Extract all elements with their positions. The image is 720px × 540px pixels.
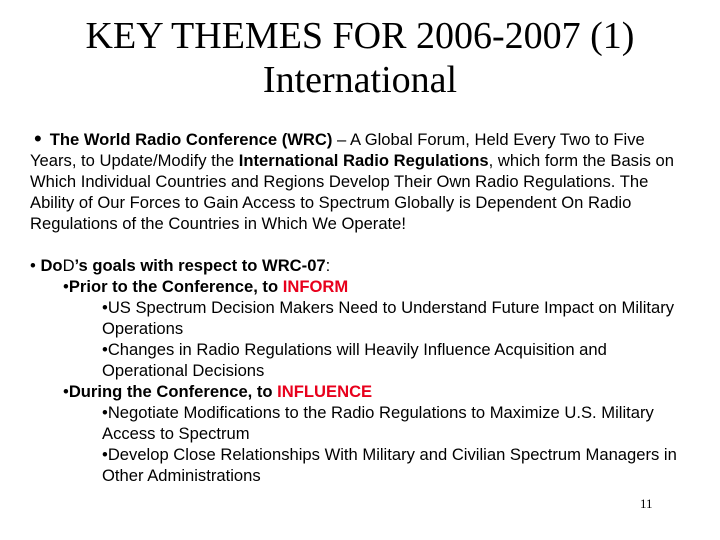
prior-heading: [30, 276, 690, 297]
bullet-icon: •: [63, 277, 69, 296]
goals-heading: [30, 255, 690, 276]
wrc-rest: , which form the Basis on Which Individual Countries and Regions Develop Their Own Radio Regulations. The Ability of Our Forces to Gain Access to Spectrum Globally is Dependent On Radio Regulations of the Countries in Which We Operate!: [30, 151, 675, 233]
prior-item-text: US Spectrum Decision Makers Need to Understand Future Impact on Military Operations: [102, 298, 675, 338]
during-item-text: Develop Close Relationships With Military and Civilian Spectrum Managers in Other Administrations: [102, 445, 677, 485]
wrc-lead: The World Radio Conference (WRC): [49, 130, 333, 149]
influence-keyword: INFLUENCE: [277, 382, 373, 401]
during-item: [30, 444, 690, 486]
bullet-icon: •: [63, 382, 69, 401]
bullet-icon: •: [102, 298, 108, 317]
during-item-text: Negotiate Modifications to the Radio Regulations to Maximize U.S. Military Access to Spectrum: [102, 403, 654, 443]
during-item: [30, 402, 690, 444]
page-number: 11: [640, 496, 653, 511]
goals-heading-text: ’s goals with respect to WRC-07: [74, 256, 326, 275]
inform-keyword: INFORM: [282, 277, 349, 296]
bullet-icon: •: [30, 256, 36, 275]
prior-item: [30, 339, 690, 381]
bullet-icon: •: [102, 445, 108, 464]
goals-heading-colon: :: [325, 256, 331, 275]
during-heading: [30, 381, 690, 402]
prior-item: [30, 297, 690, 339]
bullet-icon: •: [102, 340, 108, 359]
bullet-icon: •: [102, 403, 108, 422]
wrc-irr: International Radio Regulations: [238, 151, 489, 170]
during-label: During the Conference, to: [68, 382, 278, 401]
slide-title: [0, 14, 720, 102]
bullet-icon: •: [34, 126, 42, 151]
wrc-paragraph: [30, 128, 690, 234]
slide-body: [30, 128, 690, 486]
wrc-dash-text: – A Global Forum, Held Every Two to Five Years, to Update/Modify the: [30, 130, 645, 170]
prior-item-text: Changes in Radio Regulations will Heavily Influence Acquisition and Operational Decisions: [102, 340, 607, 380]
slide-title-line-1: KEY THEMES FOR 2006-2007 (1): [85, 15, 635, 57]
prior-label: Prior to the Conference, to: [68, 277, 283, 296]
slide-title-line-2: International: [262, 59, 458, 101]
goals-heading-do: Do: [40, 256, 63, 275]
goals-heading-d: D: [62, 256, 75, 275]
goals-section: [30, 255, 690, 486]
